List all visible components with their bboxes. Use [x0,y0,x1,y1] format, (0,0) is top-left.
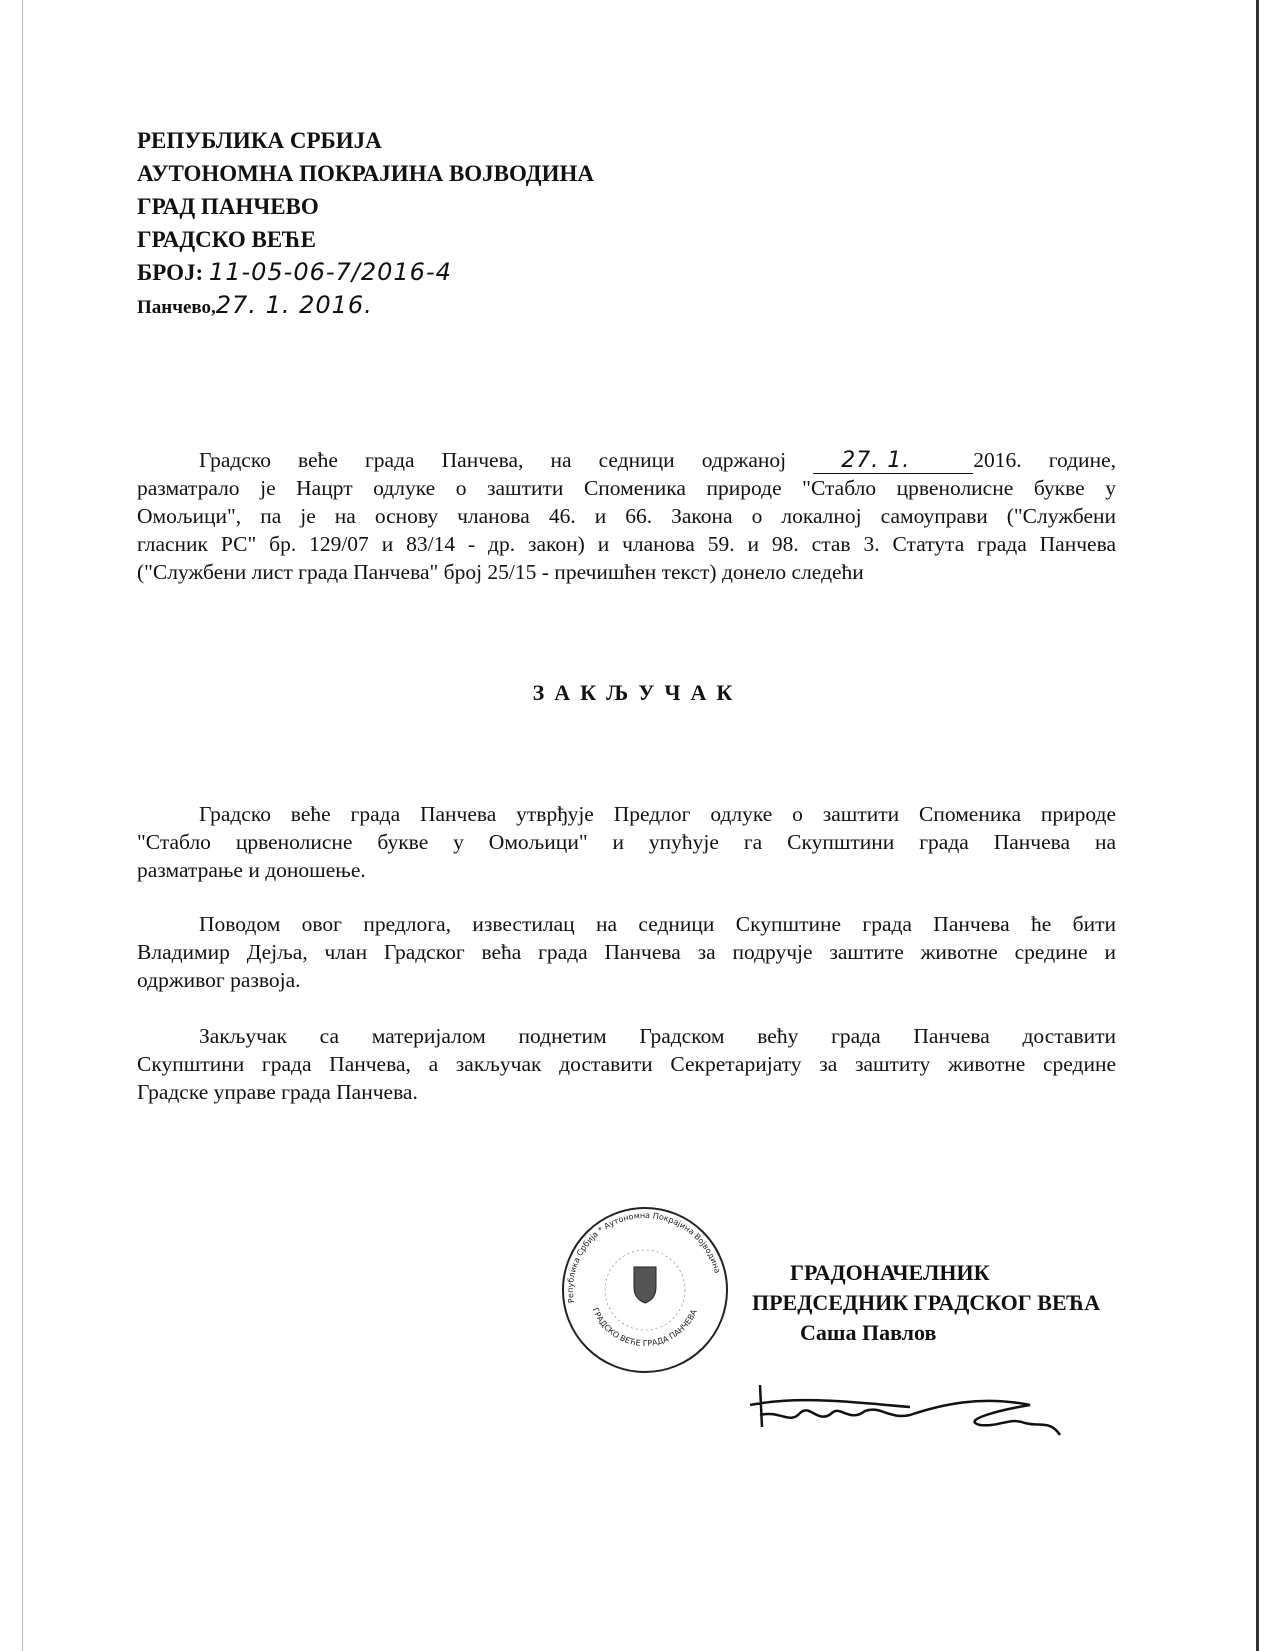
paragraph-line: Поводом овог предлога, известилац на седници Скупштине града Панчева ће бити [199,912,1116,936]
stamp-inner-text: ГРАДСКО ВЕЋЕ ГРАДА ПАНЧЕВА [590,1306,699,1348]
handwritten-signature [740,1365,1080,1445]
header-country: РЕПУБЛИКА СРБИЈА [137,128,382,153]
session-date-handwritten: 27. 1. [841,448,911,473]
paragraph-line: Градске управе града Панчева. [137,1080,418,1104]
signatory-name: Саша Павлов [800,1320,937,1345]
paragraph-3 [137,1022,1116,1106]
coat-of-arms-icon [634,1267,656,1303]
scan-edge-left [22,0,23,1651]
official-stamp [560,1205,730,1375]
document-header [137,124,594,322]
intro-line: гласник РС" бр. 129/07 и 83/14 - др. закон) и чланова 59. и 98. став 3. Статута града Панчева [137,532,1116,556]
signatory-role-mayor: ГРАДОНАЧЕЛНИК [790,1260,990,1285]
date-handwritten: 27. 1. 2016. [215,291,373,319]
paragraph-2 [137,910,1116,994]
session-date-field [813,447,973,474]
svg-text:ГРАДСКО ВЕЋЕ ГРАДА ПАНЧЕВА [590,1307,698,1348]
paragraph-line: Владимир Дејља, члан Градског већа града Панчева за подручје заштите животне средине и [137,940,1116,964]
intro-paragraph [137,446,1116,586]
signatory-role-council-president: ПРЕДСЕДНИК ГРАДСКОГ ВЕЋА [752,1290,1101,1315]
stamp-outer-text: Република Србија * Аутономна Покрајина Војводина [565,1210,722,1304]
paragraph-line: "Стабло црвенолисне букве у Омољици" и упућује га Скупштини града Панчева на [137,830,1116,854]
intro-line-1b: 2016. године, [973,448,1116,472]
place-label: Панчево, [137,297,216,318]
header-body: ГРАДСКО ВЕЋЕ [137,227,316,252]
paragraph-1 [137,800,1116,884]
intro-line: ("Службени лист града Панчева" број 25/15 - пречишћен текст) донело следећи [137,560,864,584]
signature-block [752,1258,1101,1348]
header-province: АУТОНОМНА ПОКРАЈИНА ВОЈВОДИНА [137,161,594,186]
intro-line: Омољици", па је на основу чланова 46. и 66. Закона о локалној самоуправи ("Службени [137,504,1116,528]
scan-edge-right [1256,0,1259,1651]
paragraph-line: Закључак са материјалом поднетим Градском већу града Панчева доставити [199,1024,1116,1048]
paragraph-line: одрживог развоја. [137,968,301,992]
number-label: БРОЈ: [137,260,204,285]
document-title: ЗАКЉУЧАК [532,680,743,705]
paragraph-line: Градско веће града Панчева утврђује Предлог одлуке о заштити Споменика природе [199,802,1116,826]
number-value-handwritten: 11-05-06-7/2016-4 [208,258,452,286]
header-city: ГРАД ПАНЧЕВО [137,194,319,219]
intro-line: разматрало је Нацрт одлуке о заштити Споменика природе "Стабло црвенолисне букве у [137,476,1116,500]
intro-line-1a: Градско веће града Панчева, на седници одржаној [199,448,787,472]
paragraph-line: Скупштини града Панчева, а закључак доставити Секретаријату за заштиту животне средине [137,1052,1116,1076]
paragraph-line: разматрање и доношење. [137,858,366,882]
